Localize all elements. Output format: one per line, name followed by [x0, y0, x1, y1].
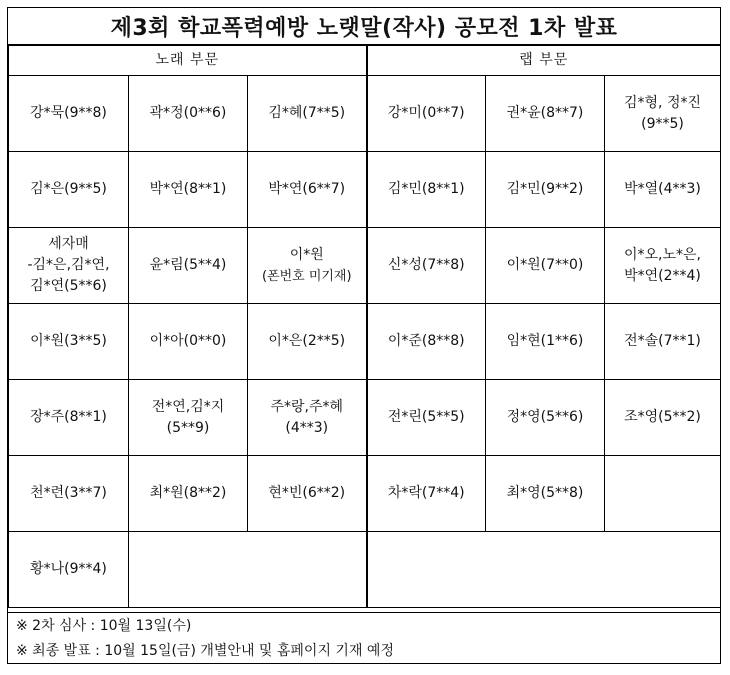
cell-line: 주*랑,주*혜: [270, 398, 344, 415]
winner-cell: 이*원(3**5): [9, 304, 129, 380]
winner-cell: 정*영(5**6): [486, 380, 605, 456]
winner-cell: 박*연(8**1): [129, 152, 248, 228]
cell-line: 이*오,노*은,: [624, 246, 701, 263]
cell-line: 박*연(2**4): [624, 267, 701, 284]
table-row: [9, 532, 721, 608]
winner-cell: [129, 380, 248, 456]
table-row: [9, 380, 721, 456]
winner-cell: 최*원(8**2): [129, 456, 248, 532]
cell-line: 김*형, 정*진: [624, 94, 701, 111]
cell-line: 전*연,김*지: [151, 398, 225, 415]
note-second-review: ※ 2차 심사 : 10월 13일(수): [16, 618, 192, 634]
table-row: [9, 228, 721, 304]
section-header-row: [9, 46, 721, 76]
winner-cell: [605, 228, 721, 304]
winner-cell: 곽*정(0**6): [129, 76, 248, 152]
winner-cell: 황*나(9**4): [9, 532, 129, 608]
notes-footer: [8, 612, 720, 663]
empty-cell: [367, 532, 721, 608]
table-row: [9, 304, 721, 380]
winner-cell: 최*영(5**8): [486, 456, 605, 532]
winner-cell: 김*혜(7**5): [248, 76, 367, 152]
cell-line: 이*원: [289, 246, 324, 263]
cell-line: (4**3): [285, 419, 329, 436]
table-row: [9, 76, 721, 152]
winner-cell: 강*미(0**7): [367, 76, 486, 152]
section-rap: 랩 부문: [367, 46, 721, 76]
note-final-announcement: ※ 최종 발표 : 10월 15일(금) 개별안내 및 홈페이지 기재 예정: [16, 643, 394, 659]
winner-cell: 이*아(0**0): [129, 304, 248, 380]
winner-cell: 권*윤(8**7): [486, 76, 605, 152]
winner-cell: 이*원(7**0): [486, 228, 605, 304]
winner-cell: 임*현(1**6): [486, 304, 605, 380]
table-row: [9, 152, 721, 228]
winner-cell: 김*민(9**2): [486, 152, 605, 228]
winner-cell: 신*성(7**8): [367, 228, 486, 304]
winner-cell: 조*영(5**2): [605, 380, 721, 456]
winner-cell: 차*락(7**4): [367, 456, 486, 532]
winner-cell: 강*묵(9**8): [9, 76, 129, 152]
cell-line: 세자매: [48, 236, 89, 252]
cell-line: 김*연(5**6): [30, 278, 107, 294]
winner-cell: 박*연(6**7): [248, 152, 367, 228]
winner-cell: [605, 76, 721, 152]
winner-cell: 전*린(5**5): [367, 380, 486, 456]
winner-cell: [9, 228, 129, 304]
winner-cell: [248, 380, 367, 456]
winner-cell: 윤*림(5**4): [129, 228, 248, 304]
cell-line: (9**5): [641, 115, 684, 132]
winner-cell: 이*준(8**8): [367, 304, 486, 380]
cell-line: -김*은,김*연,: [27, 257, 110, 273]
winner-cell: 전*솔(7**1): [605, 304, 721, 380]
cell-line: (5**9): [166, 419, 210, 436]
section-song: 노래 부문: [9, 46, 367, 76]
winner-cell: [248, 228, 367, 304]
winner-cell: 박*열(4**3): [605, 152, 721, 228]
winner-cell: 현*빈(6**2): [248, 456, 367, 532]
document-title: 제3회 학교폭력예방 노랫말(작사) 공모전 1차 발표: [8, 8, 720, 45]
winner-cell: 이*은(2**5): [248, 304, 367, 380]
cell-line: (폰번호 미기재): [261, 268, 352, 284]
empty-cell: [605, 456, 721, 532]
winner-cell: 천*련(3**7): [9, 456, 129, 532]
empty-cell: [129, 532, 367, 608]
winner-cell: 장*주(8**1): [9, 380, 129, 456]
table-row: [9, 456, 721, 532]
results-table: [8, 45, 721, 608]
winner-cell: 김*은(9**5): [9, 152, 129, 228]
announcement-document: [7, 7, 721, 664]
winner-cell: 김*민(8**1): [367, 152, 486, 228]
